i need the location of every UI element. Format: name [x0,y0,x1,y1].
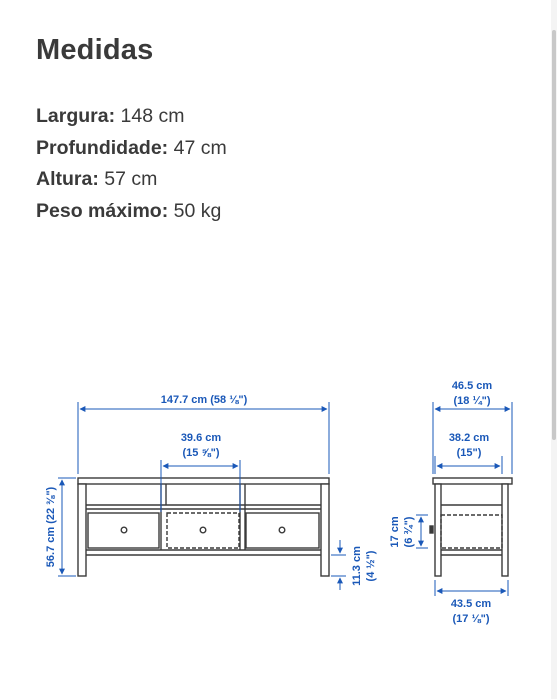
front-view-dimensions [58,402,346,590]
spec-value: 47 cm [173,136,227,159]
spec-label: Profundidade: [36,136,169,159]
spec-label: Altura: [36,168,99,190]
side-inner-depth-inch-label: (15") [456,447,482,459]
drawer-knob-icon [200,527,206,533]
spec-list [36,101,227,227]
side-drawer-height-label: 17 cm [389,516,401,548]
front-view-tv-bench [78,478,329,576]
side-top-depth-inch-label: (18 ¼") [453,395,491,407]
dimension-drawing [0,360,557,640]
spec-label: Largura: [36,105,116,127]
spec-depth [36,133,227,165]
scrollbar[interactable] [551,0,557,699]
side-knob-icon [430,526,433,533]
side-inner-depth-label: 38.2 cm [448,432,490,444]
drawer-knob-icon [279,527,285,533]
spec-max-weight [36,196,227,228]
spec-value: 148 cm [120,105,185,127]
spec-width [36,101,227,133]
side-base-depth-inch-label: (17 ⅛") [452,613,490,625]
drawer-knob-icon [121,527,127,533]
side-top-depth-label: 46.5 cm [451,380,493,392]
spec-value: 50 kg [173,199,222,222]
front-height-label: 56.7 cm (22 ⅜") [45,486,57,568]
front-total-width-label: 147.7 cm (58 ⅛") [160,394,248,406]
front-drawer-width-inch-label: (15 ⅝") [182,447,220,459]
section-title: Medidas [36,34,154,66]
scrollbar-thumb[interactable] [552,30,556,440]
front-leg-height-label: 11.3 cm [351,546,363,586]
spec-value: 57 cm [104,168,158,190]
front-drawer-width-label: 39.6 cm [180,432,222,444]
side-drawer-height-inch-label: (6 ¾") [403,516,415,548]
front-leg-height-inch-label: (4 ½") [365,550,377,582]
side-view-tv-bench [430,478,512,576]
side-base-depth-label: 43.5 cm [450,598,492,610]
spec-height [36,164,227,196]
spec-label: Peso máximo: [36,199,169,222]
